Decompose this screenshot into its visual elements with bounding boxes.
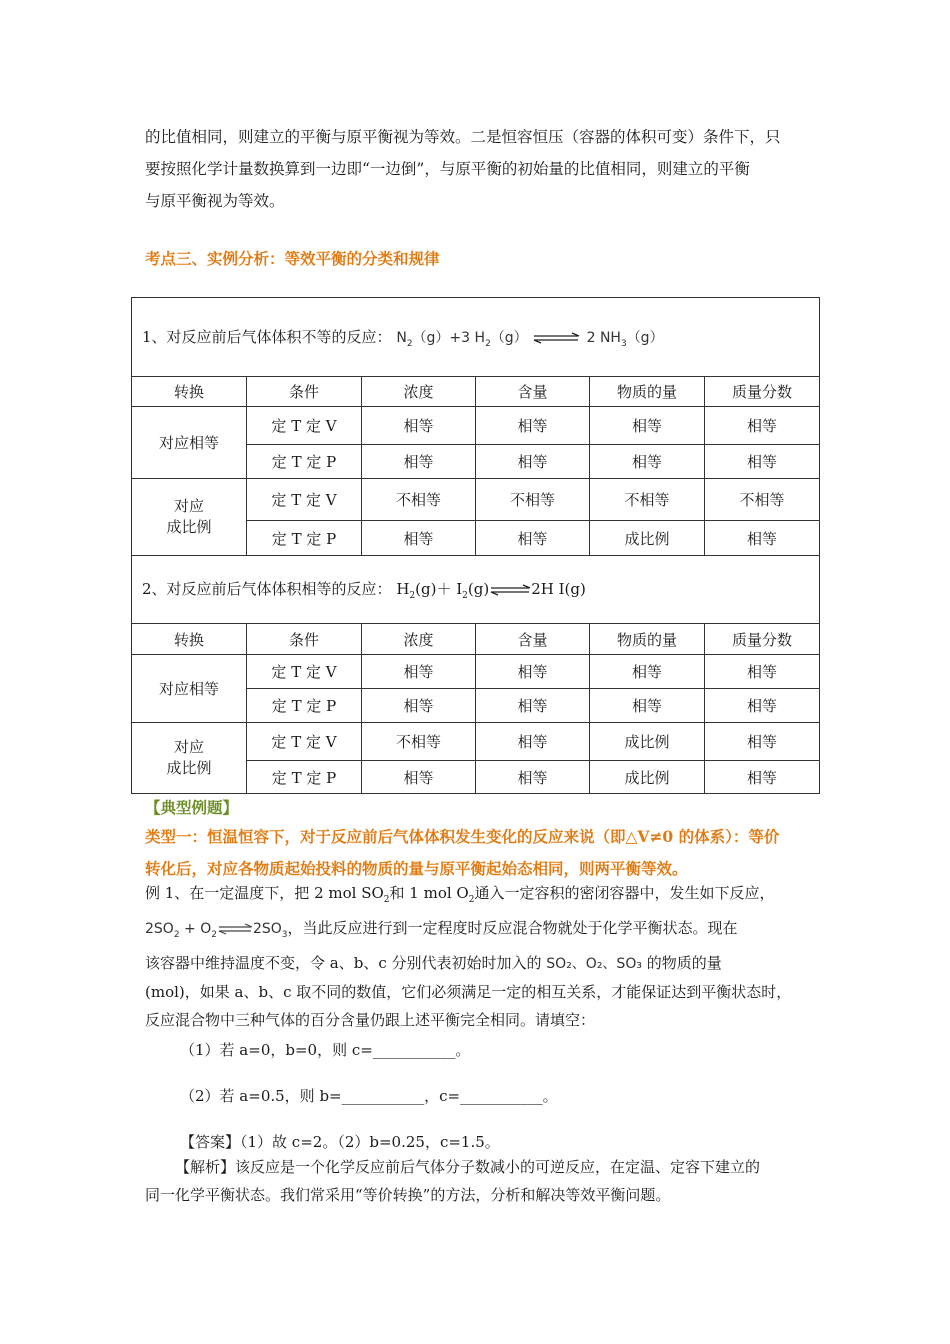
table-cell: 相等 bbox=[476, 655, 590, 689]
table-cell: 相等 bbox=[590, 655, 705, 689]
table-cell: 相等 bbox=[705, 521, 820, 556]
reaction-formula: $H_2(g)+ I_2(g)$ 2H I(g) bbox=[396, 580, 586, 601]
table-row bbox=[132, 655, 820, 689]
table-cell: 相等 bbox=[705, 407, 820, 445]
table-cell: 相等 bbox=[476, 761, 590, 794]
table-cell: 不相等 bbox=[705, 479, 820, 521]
table-cell: 成比例 bbox=[590, 723, 705, 761]
table-cell: 相等 bbox=[705, 723, 820, 761]
analysis-label: 【解析】 bbox=[175, 1158, 236, 1176]
table-cell: 相等 bbox=[590, 445, 705, 479]
table-cell: 相等 bbox=[705, 655, 820, 689]
table-cell: 相等 bbox=[705, 689, 820, 723]
table-cell: 定 T 定 V bbox=[247, 723, 362, 761]
analysis-line: 【解析】该反应是一个化学反应前后气体分子数减小的可逆反应，在定温、定容下建立的 bbox=[175, 1158, 761, 1176]
reaction-prefix: 1、对反应前后气体体积不等的反应： bbox=[142, 327, 392, 346]
header-cell: 物质的量 bbox=[590, 624, 705, 655]
table-cell: 相等 bbox=[362, 445, 476, 479]
example-line: 该容器中维持温度不变，令 a、b、c 分别代表初始时加入的 SO₂、O₂、SO₃ 的物质的量 bbox=[145, 954, 722, 972]
group-label: 对应 成比例 bbox=[132, 479, 247, 556]
example-line: (mol)，如果 a、b、c 取不同的数值，它们必须满足一定的相互关系，才能保证达到平衡状态时， bbox=[145, 983, 792, 1001]
header-cell: 浓度 bbox=[362, 624, 476, 655]
table-cell: 定 T 定 P bbox=[247, 761, 362, 794]
intro-line: 的比值相同，则建立的平衡与原平衡视为等效。二是恒容恒压（容器的体积可变）条件下，只 bbox=[145, 128, 781, 146]
example-one bbox=[145, 879, 815, 1034]
table-cell: 相等 bbox=[476, 723, 590, 761]
example-line: 例 1、在一定温度下，把 2 mol $SO_2$和 1 mol $O_2$通入一定容积的密闭容器中，发生如下反应， bbox=[145, 884, 775, 905]
table-cell: 相等 bbox=[476, 445, 590, 479]
table-header-row bbox=[132, 624, 820, 655]
header-cell: 浓度 bbox=[362, 377, 476, 407]
header-cell: 含量 bbox=[476, 377, 590, 407]
table-cell: 相等 bbox=[362, 655, 476, 689]
question-1: （1）若 a=0，b=0，则 c=___________。 bbox=[180, 1041, 471, 1059]
table-cell: 成比例 bbox=[590, 761, 705, 794]
intro-line: 要按照化学计量数换算到一边即“一边倒”，与原平衡的初始量的比值相同，则建立的平衡 bbox=[145, 160, 750, 178]
table-cell: 相等 bbox=[362, 761, 476, 794]
reversible-arrow-icon bbox=[489, 584, 531, 596]
equivalence-table-1 bbox=[131, 297, 820, 794]
table-row bbox=[132, 407, 820, 445]
group-label: 对应相等 bbox=[132, 407, 247, 479]
intro-line: 与原平衡视为等效。 bbox=[145, 192, 285, 210]
table-cell: 相等 bbox=[476, 689, 590, 723]
table-cell: 相等 bbox=[476, 521, 590, 556]
question-2: （2）若 a=0.5，则 b=___________，c=___________。 bbox=[180, 1087, 558, 1105]
section-heading: 考点三、实例分析：等效平衡的分类和规律 bbox=[145, 249, 440, 268]
header-cell: 转换 bbox=[132, 624, 247, 655]
header-cell: 质量分数 bbox=[705, 624, 820, 655]
header-cell: 条件 bbox=[247, 624, 362, 655]
reaction-formula: $N_2(g)+3$ $H_2(g)$ 2 $NH_3(g)$ bbox=[396, 329, 664, 349]
table-row bbox=[132, 723, 820, 761]
analysis-line: 同一化学平衡状态。我们常采用“等价转换”的方法，分析和解决等效平衡问题。 bbox=[145, 1186, 671, 1204]
header-cell: 质量分数 bbox=[705, 377, 820, 407]
table-cell: 相等 bbox=[705, 761, 820, 794]
table-cell: 定 T 定 P bbox=[247, 689, 362, 723]
table-cell: 定 T 定 P bbox=[247, 445, 362, 479]
table-cell: 相等 bbox=[476, 407, 590, 445]
table-cell: 不相等 bbox=[362, 479, 476, 521]
type-one-heading bbox=[145, 821, 815, 885]
intro-paragraph bbox=[145, 121, 815, 217]
header-cell: 物质的量 bbox=[590, 377, 705, 407]
reversible-arrow-icon bbox=[532, 332, 582, 344]
table-cell: 相等 bbox=[705, 445, 820, 479]
table-cell: 相等 bbox=[362, 407, 476, 445]
type-one-line: 转化后，对应各物质起始投料的物质的量与原平衡起始态相同，则两平衡等效。 bbox=[145, 859, 688, 878]
table-cell: 定 T 定 V bbox=[247, 655, 362, 689]
table-cell: 不相等 bbox=[362, 723, 476, 761]
typical-examples-label: 【典型例题】 bbox=[145, 798, 239, 817]
table-cell: 成比例 bbox=[590, 521, 705, 556]
type-one-line: 类型一：恒温恒容下，对于反应前后气体体积发生变化的反应来说（即△V≠0 的体系）：等价 bbox=[145, 827, 780, 846]
table-cell: 相等 bbox=[362, 521, 476, 556]
header-cell: 含量 bbox=[476, 624, 590, 655]
analysis bbox=[145, 1153, 815, 1209]
reversible-arrow-icon bbox=[217, 923, 253, 935]
table-cell: 相等 bbox=[590, 407, 705, 445]
table-cell: 相等 bbox=[590, 689, 705, 723]
reaction-prefix: 2、对反应前后气体体积相等的反应： bbox=[142, 580, 392, 598]
reaction-row bbox=[132, 556, 820, 624]
table-cell: 定 T 定 V bbox=[247, 479, 362, 521]
group-label: 对应 成比例 bbox=[132, 723, 247, 794]
reaction-equation: $2SO_2 + O_2$ $2SO_3$ bbox=[145, 921, 288, 940]
header-cell: 转换 bbox=[132, 377, 247, 407]
table-row bbox=[132, 479, 820, 521]
example-line: 反应混合物中三种气体的百分含量仍跟上述平衡完全相同。请填空： bbox=[145, 1011, 596, 1029]
table-cell: 不相等 bbox=[590, 479, 705, 521]
table-cell: 不相等 bbox=[476, 479, 590, 521]
table-header-row bbox=[132, 377, 820, 407]
table-cell: 定 T 定 P bbox=[247, 521, 362, 556]
reaction-row bbox=[132, 298, 820, 377]
example-line: $2SO_2 + O_2$ $2SO_3$，当此反应进行到一定程度时反应混合物就处于化学平衡状态。现在 bbox=[145, 919, 738, 940]
group-label: 对应相等 bbox=[132, 655, 247, 723]
table-cell: 相等 bbox=[362, 689, 476, 723]
answer: 【答案】（1）故 c=2。（2）b=0.25，c=1.5。 bbox=[180, 1133, 500, 1151]
header-cell: 条件 bbox=[247, 377, 362, 407]
table-cell: 定 T 定 V bbox=[247, 407, 362, 445]
